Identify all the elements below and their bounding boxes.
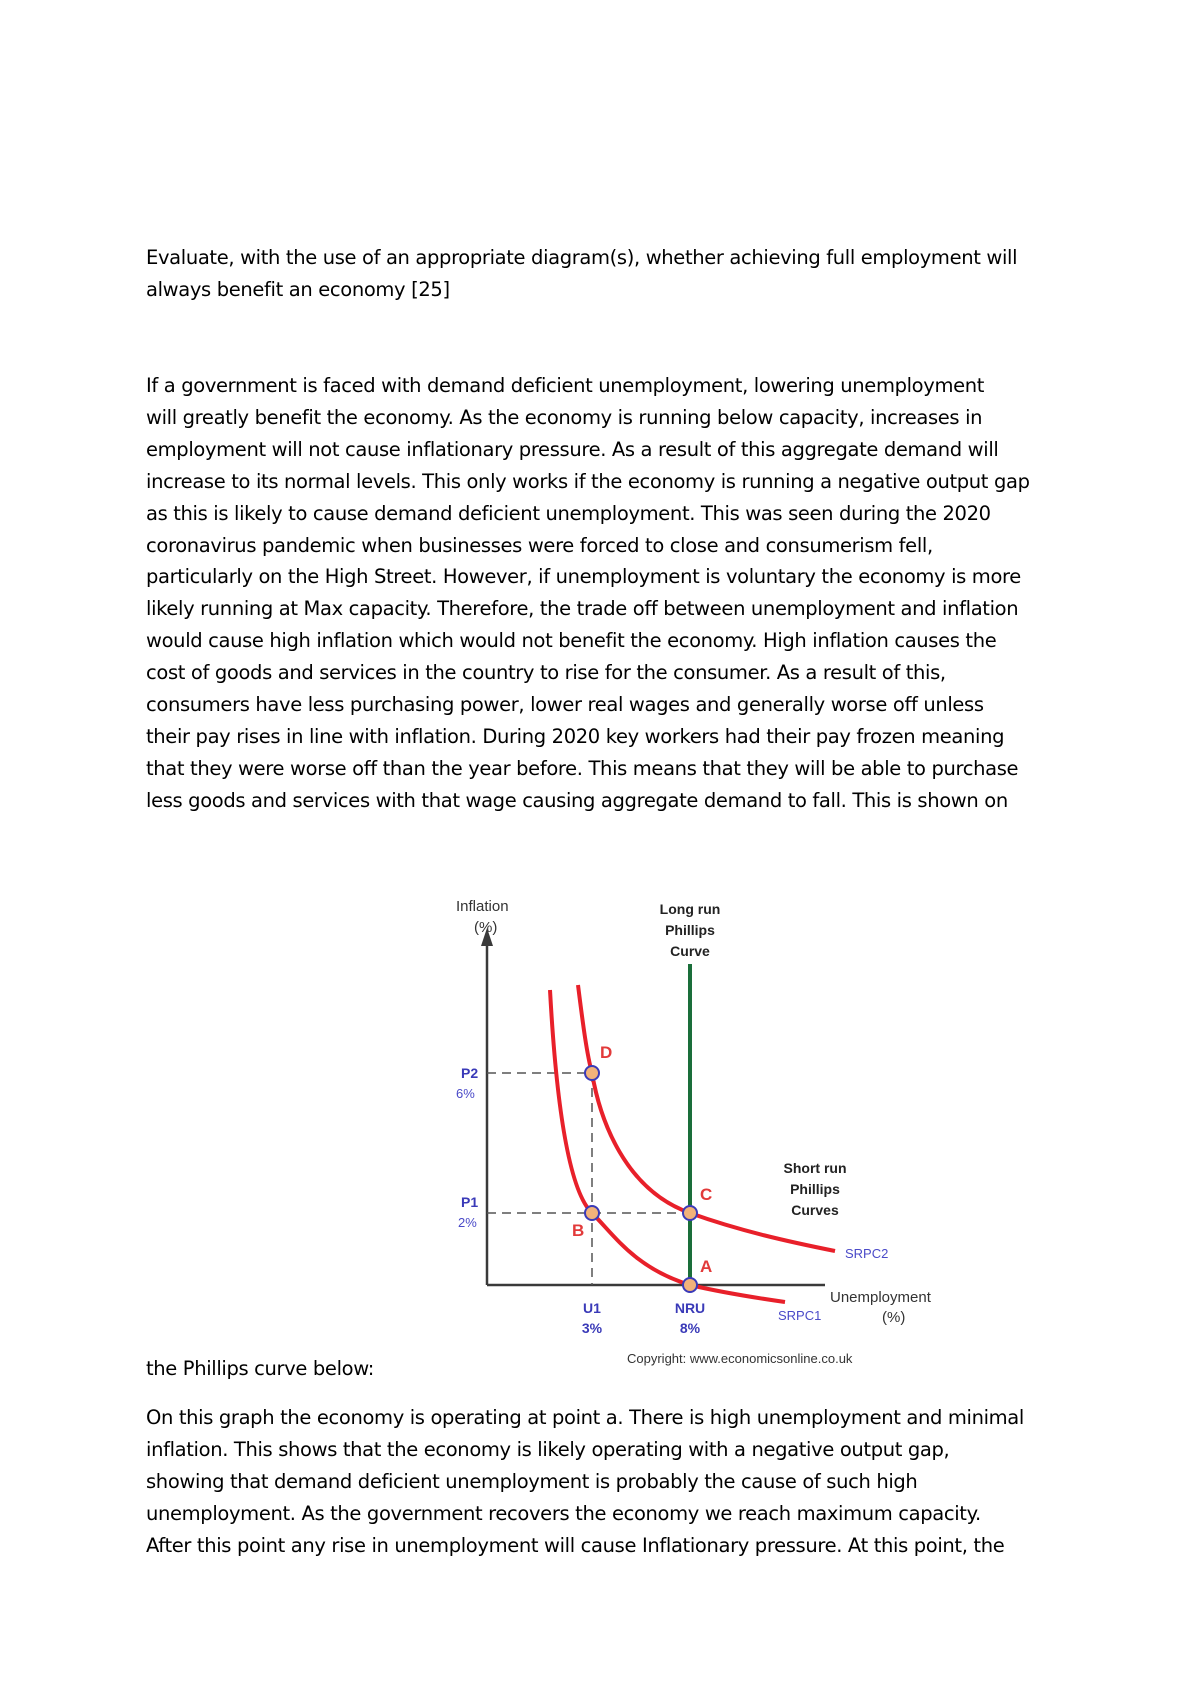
- srpc2-label: SRPC2: [845, 1246, 889, 1261]
- text-line: as this is likely to cause demand deficient unemployment. This was seen during the 2020: [146, 501, 991, 525]
- question-heading: [146, 242, 1086, 306]
- p1-value: 2%: [458, 1215, 477, 1230]
- srpc-label-line2: Phillips: [790, 1181, 840, 1197]
- srpc-label-line3: Curves: [791, 1202, 839, 1218]
- text-line: employment will not cause inflationary pressure. As a result of this aggregate demand will: [146, 437, 999, 461]
- point-a-label: A: [700, 1257, 713, 1276]
- y-axis-title: Inflation: [456, 898, 509, 915]
- phillips-curve-diagram: [450, 890, 960, 1380]
- lrpc-label-line1: Long run: [659, 901, 721, 917]
- point-a-marker: [683, 1278, 697, 1292]
- text-line: would cause high inflation which would not benefit the economy. High inflation causes the: [146, 629, 997, 653]
- text-line: always benefit an economy [25]: [146, 277, 450, 301]
- text-line: will greatly benefit the economy. As the economy is running below capacity, increases in: [146, 405, 983, 429]
- srpc-label-line1: Short run: [783, 1160, 847, 1176]
- y-axis-unit: (%): [474, 919, 498, 936]
- point-c-marker: [683, 1206, 697, 1220]
- text-line: Evaluate, with the use of an appropriate diagram(s), whether achieving full employment will: [146, 246, 1018, 269]
- text-line: cost of goods and services in the country to rise for the consumer. As a result of this,: [146, 661, 946, 685]
- nru-value: 8%: [679, 1320, 701, 1336]
- text-line: inflation. This shows that the economy is likely operating with a negative output gap,: [146, 1437, 950, 1461]
- x-axis-unit: (%): [882, 1309, 906, 1326]
- point-b-marker: [585, 1206, 599, 1220]
- body-paragraph-1: [146, 370, 1086, 817]
- point-d-marker: [585, 1066, 599, 1080]
- text-line: If a government is faced with demand deficient unemployment, lowering unemployment: [146, 374, 985, 397]
- nru-label: NRU: [674, 1300, 706, 1316]
- text-line: increase to its normal levels. This only works if the economy is running a negative output gap: [146, 469, 1030, 493]
- point-b-label: B: [572, 1221, 585, 1240]
- srpc1-label: SRPC1: [778, 1308, 822, 1323]
- point-c-label: C: [700, 1185, 713, 1204]
- axis-y: [481, 928, 493, 1285]
- u1-value: 3%: [581, 1320, 603, 1336]
- copyright-text: Copyright: www.economicsonline.co.uk: [627, 1351, 853, 1366]
- p2-label: P2: [461, 1065, 479, 1081]
- x-axis-title: Unemployment: [830, 1289, 931, 1306]
- text-line: particularly on the High Street. However, if unemployment is voluntary the economy is more: [146, 565, 1021, 589]
- u1-label: U1: [583, 1300, 601, 1316]
- p2-value: 6%: [456, 1086, 475, 1101]
- lrpc-label-line3: Curve: [670, 943, 710, 959]
- text-line: that they were worse off than the year before. This means that they will be able to purchase: [146, 756, 1019, 780]
- text-line: showing that demand deficient unemployment is probably the cause of such high: [146, 1469, 918, 1493]
- text-line: less goods and services with that wage causing aggregate demand to fall. This is shown on: [146, 788, 1008, 812]
- text-line: unemployment. As the government recovers the economy we reach maximum capacity.: [146, 1501, 981, 1525]
- text-line: their pay rises in line with inflation. During 2020 key workers had their pay frozen meaning: [146, 724, 1005, 748]
- text-line: the Phillips curve below:: [146, 1357, 374, 1380]
- diagram-caption: [146, 1353, 1086, 1385]
- point-d-label: D: [600, 1043, 613, 1062]
- text-line: likely running at Max capacity. Therefore, the trade off between unemployment and inflation: [146, 597, 1019, 621]
- p1-label: P1: [461, 1194, 479, 1210]
- dashed-guides: [487, 1073, 690, 1285]
- text-line: After this point any rise in unemployment will cause Inflationary pressure. At this point, the: [146, 1533, 1005, 1557]
- lrpc-label-line2: Phillips: [665, 922, 715, 938]
- text-line: On this graph the economy is operating at point a. There is high unemployment and minimal: [146, 1406, 1024, 1429]
- body-paragraph-2: [146, 1402, 1086, 1562]
- text-line: consumers have less purchasing power, lower real wages and generally worse off unless: [146, 693, 984, 717]
- text-line: coronavirus pandemic when businesses were forced to close and consumerism fell,: [146, 533, 933, 557]
